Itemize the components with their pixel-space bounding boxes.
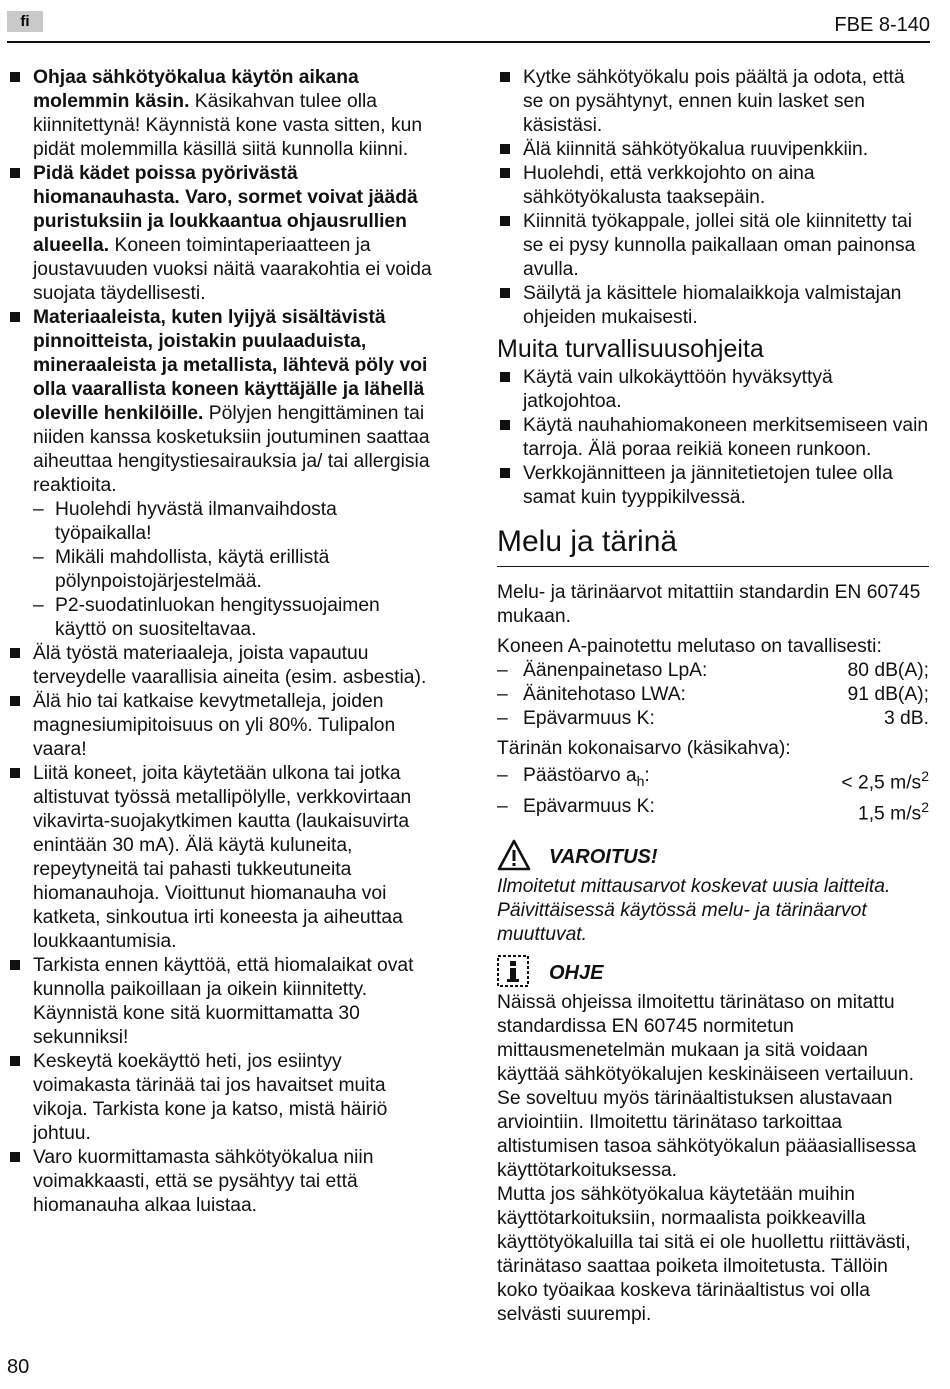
- noise-row: – Äänitehotaso LWA: 91 dB(A);: [497, 684, 929, 705]
- list-item: Älä hio tai katkaise kevytmetalleja, joiden magnesiumipitoisuus on yli 80%. Tulipalon vaara!: [7, 690, 435, 762]
- list-item: Materiaaleista, kuten lyijyä sisältävistä pinnoitteista, joistakin puulaaduista, mineraaleista ja metallista, lähtevä pöly voi olla vaarallista koneen käyttäjälle ja lähellä oleville henkilöille. Pölyjen hengittäminen tai niiden kanssa kosketuksiin joutuminen saattaa aiheuttaa hengitystiesairauksia ja/ tai allergisia reaktioita.: [7, 306, 435, 498]
- vibration-intro: Tärinän kokonaisarvo (käsikahva):: [497, 738, 791, 759]
- list-item: Säilytä ja käsittele hiomalaikkoja valmistajan ohjeiden mukaisesti.: [497, 282, 929, 330]
- bullet-square-icon: [10, 768, 20, 778]
- bullet-square-icon: [10, 1152, 20, 1162]
- dash-icon: –: [497, 796, 508, 818]
- note-text: Näissä ohjeissa ilmoitettu tärinätaso on mitattu standardissa EN 60745 normitetun mittausmenetelmän mukaan ja sitä voidaan käyttää sähkötyökalujen keskinäiseen vertailuun. Se soveltuu myös tärinäaltistuksen alustavaan arviointiin. Ilmoitettu tärinätaso tarkoittaa altistumisen tasoa sähkötyökalun pääasiallisessa käyttötarkoituksessa.: [497, 991, 917, 1181]
- bullet-square-icon: [500, 72, 510, 82]
- sub-list-item: – Mikäli mahdollista, käytä erillistä pölynpoistojärjestelmää.: [33, 547, 330, 592]
- noise-row: – Äänenpainetaso LpA: 80 dB(A);: [497, 660, 929, 681]
- list-item: Kytke sähkötyökalu pois päältä ja odota, että se on pysähtynyt, ennen kuin lasket sen käsistäsi.: [497, 66, 929, 138]
- note-label: OHJE: [549, 961, 604, 984]
- info-icon: [497, 955, 529, 987]
- bullet-square-icon: [10, 168, 20, 178]
- warning-label: VAROITUS!: [549, 845, 658, 868]
- dash-icon: –: [497, 684, 508, 705]
- right-column: [497, 66, 929, 1327]
- list-item: Älä kiinnitä sähkötyökalua ruuvipenkkiin.: [497, 138, 929, 162]
- list-item: Käytä vain ulkokäyttöön hyväksyttyä jatkojohtoa.: [497, 366, 929, 414]
- dash-icon: –: [33, 499, 44, 520]
- list-item: Kiinnitä työkappale, jollei sitä ole kiinnitetty tai se ei pysy kunnolla paikallaan oman painonsa avulla.: [497, 210, 929, 282]
- bullet-square-icon: [10, 312, 20, 322]
- bullet-square-icon: [500, 168, 510, 178]
- list-item: Verkkojännitteen ja jännitetietojen tulee olla samat kuin tyyppikilvessä.: [497, 462, 929, 510]
- page-number: 80: [7, 1356, 30, 1378]
- sub-list-item: – P2-suodatinluokan hengityssuojaimen käyttö on suositeltavaa.: [33, 595, 380, 640]
- language-tab: fi: [7, 11, 43, 32]
- bullet-square-icon: [10, 648, 20, 658]
- left-column: [7, 66, 435, 1218]
- bullet-square-icon: [10, 696, 20, 706]
- dash-icon: –: [33, 547, 44, 568]
- warning-text: Ilmoitetut mittausarvot koskevat uusia laitteita. Päivittäisessä käytössä melu- ja tärinäarvot muuttuvat.: [497, 875, 891, 945]
- list-item: Ohjaa sähkötyökalua käytön aikana molemmin käsin. Käsikahvan tulee olla kiinnitettynä! Käynnistä kone vasta sitten, kun pidät molemmilla käsillä siitä kunnolla kiinni.: [7, 66, 435, 162]
- bullet-square-icon: [10, 72, 20, 82]
- dash-icon: –: [497, 660, 508, 681]
- warning-triangle-icon: [497, 839, 531, 871]
- bullet-square-icon: [10, 960, 20, 970]
- chapter-heading: Melu ja tärinä: [497, 525, 678, 558]
- header-rule: [7, 41, 930, 43]
- dash-icon: –: [497, 765, 508, 786]
- bullet-square-icon: [500, 144, 510, 154]
- bullet-square-icon: [500, 420, 510, 430]
- vibration-row: – Epävarmuus K: 1,5 $m/s^2$: [497, 796, 929, 825]
- list-item: Huolehdi, että verkkojohto on aina sähkötyökalusta taaksepäin.: [497, 162, 929, 210]
- note-text: Mutta jos sähkötyökalua käytetään muihin käyttötarkoituksiin, normaalista poikkeavilla käyttötyökaluilla tai sitä ei ole huollettu riittävästi, tärinätaso saattaa poiketa ilmoitetusta. Tällöin koko työaikaa koskeva tärinäaltistus voi olla selvästi suurempi.: [497, 1183, 911, 1325]
- dash-icon: –: [33, 595, 44, 616]
- bullet-square-icon: [500, 372, 510, 382]
- note-notice: [497, 955, 929, 1327]
- list-item: Keskeytä koekäyttö heti, jos esiintyy voimakasta tärinää tai jos havaitset muita vikoja. Tarkista kone ja katso, mistä häiriö johtuu.: [7, 1050, 435, 1146]
- vibration-row: – Päästöarvo $a_h$: < 2,5 $m/s^2$: [497, 765, 929, 794]
- section-heading: Muita turvallisuusohjeita: [497, 335, 764, 363]
- list-item: Käytä nauhahiomakoneen merkitsemiseen vain tarroja. Älä poraa reikiä koneen runkoon.: [497, 414, 929, 462]
- noise-row: – Epävarmuus K: 3 dB.: [497, 708, 929, 729]
- model-name: FBE 8-140: [834, 14, 930, 36]
- bullet-square-icon: [10, 1056, 20, 1066]
- list-item: Tarkista ennen käyttöä, että hiomalaikat ovat kunnolla paikoillaan ja oikein kiinnitetty. Käynnistä kone sitä kuormittamatta 30 sekunniksi!: [7, 954, 435, 1050]
- bullet-square-icon: [500, 288, 510, 298]
- sub-list-item: – Huolehdi hyvästä ilmanvaihdosta työpaikalla!: [33, 499, 337, 544]
- bullet-square-icon: [500, 468, 510, 478]
- bullet-square-icon: [500, 216, 510, 226]
- dash-icon: –: [497, 708, 508, 729]
- list-item: Varo kuormittamasta sähkötyökalua niin voimakkaasti, että se pysähtyy tai että hiomanauha alkaa luistaa.: [7, 1146, 435, 1218]
- list-item: Liitä koneet, joita käytetään ulkona tai jotka altistuvat työssä metallipölylle, verkkovirtaan vikavirta-suojakytkimen kautta (laukaisuvirta enintään 30 mA). Älä käytä kuluneita, repeytyneitä tai pahasti tukkeutuneita hiomanauhoja. Vioittunut hiomanauha voi katketa, sinkoutua irti koneesta ja aiheuttaa loukkaantumisia.: [7, 762, 435, 954]
- heading-rule: [497, 566, 929, 567]
- intro-text: Melu- ja tärinäarvot mitattiin standardin EN 60745 mukaan.: [497, 582, 921, 627]
- list-item: Älä työstä materiaaleja, joista vapautuu terveydelle vaarallisia aineita (esim. asbestia).: [7, 642, 435, 690]
- list-item: Pidä kädet poissa pyörivästä hiomanauhasta. Varo, sormet voivat jäädä puristuksiin ja loukkaantua ohjausrullien alueella. Koneen toimintaperiaatteen ja joustavuuden vuoksi näitä vaarakohtia ei voida suojata täydellisesti.: [7, 162, 435, 306]
- warning-notice: [497, 839, 929, 947]
- noise-intro: Koneen A-painotettu melutaso on tavallisesti:: [497, 636, 882, 657]
